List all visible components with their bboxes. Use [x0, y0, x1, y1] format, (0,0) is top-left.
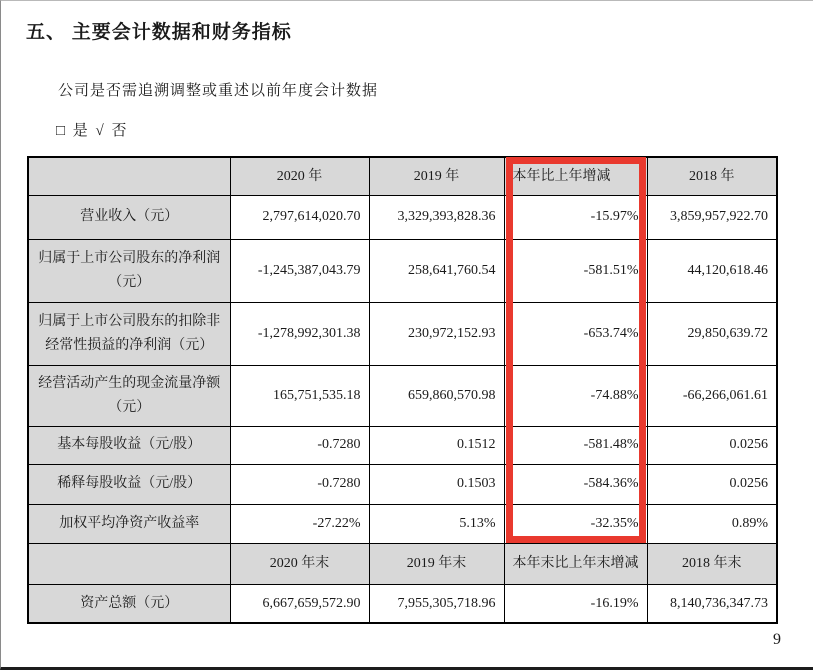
value-2018: 0.0256: [647, 464, 777, 504]
value-change: -15.97%: [504, 195, 647, 239]
value-2018: -66,266,061.61: [647, 365, 777, 426]
value-change: -16.19%: [504, 584, 647, 623]
header-blank: [28, 157, 230, 195]
value-2019: 5.13%: [369, 504, 504, 543]
row-label: 营业收入（元）: [28, 195, 230, 239]
value-2020: -1,245,387,043.79: [230, 239, 369, 302]
row-label: 资产总额（元）: [28, 584, 230, 623]
section-title: 五、 主要会计数据和财务指标: [26, 22, 292, 43]
row-label: 经营活动产生的现金流量净额（元）: [28, 365, 230, 426]
table-row: [28, 365, 777, 426]
row-label: 归属于上市公司股东的净利润（元）: [28, 239, 230, 302]
value-2019: 7,955,305,718.96: [369, 584, 504, 623]
yes-no-answer: □ 是 √ 否: [56, 123, 129, 139]
value-change: -74.88%: [504, 365, 647, 426]
end-header-2018: 2018 年末: [647, 543, 777, 584]
value-change: -653.74%: [504, 302, 647, 365]
value-change: -581.51%: [504, 239, 647, 302]
table-row: [28, 464, 777, 504]
table-header-row: [28, 157, 777, 195]
value-change: -584.36%: [504, 464, 647, 504]
value-2020: -27.22%: [230, 504, 369, 543]
page-number: 9: [773, 631, 781, 648]
header-2019: 2019 年: [369, 157, 504, 195]
value-2018: 29,850,639.72: [647, 302, 777, 365]
row-label: 归属于上市公司股东的扣除非经常性损益的净利润（元）: [28, 302, 230, 365]
header-2020: 2020 年: [230, 157, 369, 195]
end-header-2019: 2019 年末: [369, 543, 504, 584]
table-row: [28, 195, 777, 239]
value-2019: 3,329,393,828.36: [369, 195, 504, 239]
value-2019: 0.1512: [369, 426, 504, 464]
table-row: [28, 584, 777, 623]
value-2018: 8,140,736,347.73: [647, 584, 777, 623]
value-2019: 0.1503: [369, 464, 504, 504]
value-2020: 6,667,659,572.90: [230, 584, 369, 623]
header-2018: 2018 年: [647, 157, 777, 195]
table-row: [28, 504, 777, 543]
value-2018: 0.89%: [647, 504, 777, 543]
value-change: -581.48%: [504, 426, 647, 464]
table-row: [28, 239, 777, 302]
value-2019: 258,641,760.54: [369, 239, 504, 302]
value-2018: 0.0256: [647, 426, 777, 464]
end-header-yoy-change: 本年末比上年末增减: [504, 543, 647, 584]
value-2019: 230,972,152.93: [369, 302, 504, 365]
value-2020: 2,797,614,020.70: [230, 195, 369, 239]
table-end-header-row: [28, 543, 777, 584]
value-2020: -0.7280: [230, 464, 369, 504]
end-header-2020: 2020 年末: [230, 543, 369, 584]
row-label: 基本每股收益（元/股）: [28, 426, 230, 464]
value-change: -32.35%: [504, 504, 647, 543]
table-row: [28, 426, 777, 464]
end-header-blank: [28, 543, 230, 584]
value-2018: 44,120,618.46: [647, 239, 777, 302]
table-row: [28, 302, 777, 365]
value-2020: -0.7280: [230, 426, 369, 464]
value-2018: 3,859,957,922.70: [647, 195, 777, 239]
restatement-question: 公司是否需追溯调整或重述以前年度会计数据: [58, 83, 379, 99]
row-label: 稀释每股收益（元/股）: [28, 464, 230, 504]
value-2020: -1,278,992,301.38: [230, 302, 369, 365]
header-yoy-change: 本年比上年增减: [504, 157, 647, 195]
row-label: 加权平均净资产收益率: [28, 504, 230, 543]
value-2020: 165,751,535.18: [230, 365, 369, 426]
financial-indicators-table: [27, 156, 778, 624]
value-2019: 659,860,570.98: [369, 365, 504, 426]
